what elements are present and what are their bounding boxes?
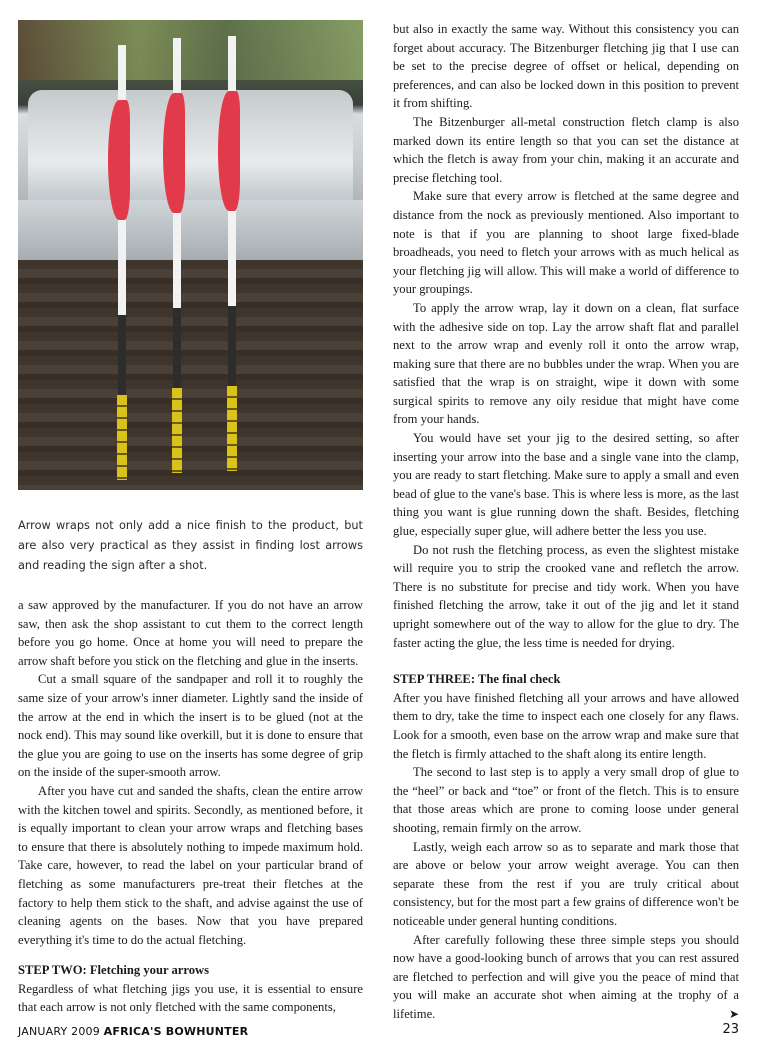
paragraph: Cut a small square of the sandpaper and roll it to roughly the same size of your arrow's inner diameter. Lightly sand the inside of the arrow at the end in which the insert is to be glued (not at the nock end). This may sound like overkill, but it is done to ensure that the glue you are going to use on the inserts has some degree of grip on the inside of the super-smooth arrow. [18, 672, 363, 780]
arrowhead-end-icon: ➤ [728, 1006, 739, 1021]
left-column [18, 20, 363, 1017]
paragraph: You would have set your jig to the desired setting, so after inserting your arrow into the base and a single vane into the clamp, you are ready to start fletching. Make sure to apply a small and even bead of glue to the vane's base. This is where less is more, as the last thing you want is glue running down the shaft. Besides, fletching glue, especially super glue, will adhere better the less you use. [393, 431, 739, 539]
paragraph: The second to last step is to apply a very small drop of glue to the “heel” or back and “toe” or front of the fletch. This is to ensure that those areas which are prone to coming loose under general shooting, remain firmly on the arrow. [393, 765, 739, 835]
page-number: 23 [722, 1022, 739, 1037]
paragraph: After you have cut and sanded the shafts, clean the entire arrow with the kitchen towel and spirits. Secondly, as mentioned before, it is equally important to clean your arrow wraps and fletching bases to ensure that there is absolutely nothing to impede maximum hold. Take care, however, to read the label on your particular brand of fletching as some manufacturers pre-treat their fletches at the factory to help them stick to the shaft, and advise against the use of cleaning agents on the bases. Now that you have prepared everything it's time to do the actual fletching. [18, 783, 363, 947]
paragraph: Lastly, weigh each arrow so as to separate and mark those that are above or below your arrow weight average. You can then separate these from the rest if you are truly critical about consistency, but for the most part a few grains of difference won't be noticeable under general hunting conditions. [393, 839, 739, 928]
left-body-text [18, 596, 363, 1017]
paragraph-final-text: After carefully following these three simple steps you should now have a good-looking bunch of arrows that you can rest assured are fletched to perfection and will give you the peace of mind that you will make an accurate shot when aiming at the trophy of a lifetime. [393, 932, 739, 1021]
footer-magazine-name: AFRICA'S BOWHUNTER [103, 1025, 249, 1038]
paragraph: but also in exactly the same way. Without this consistency you can forget about accuracy. The Bitzenburger fletching jig that I use can be set to the precise degree of offset or helical, depending on preferences, and can also be locked down in this position to prevent it from shifting. [393, 22, 739, 111]
step-three-heading: STEP THREE: The final check [393, 672, 561, 687]
paragraph: Regardless of what fletching jigs you use, it is essential to ensure that each arrow is not only fletched with the same components, [18, 981, 363, 1015]
photo-caption: Arrow wraps not only add a nice finish to the product, but are also very practical as they assist in finding lost arrows and reading the sign after a shot. [18, 519, 363, 572]
footer-publication [18, 1025, 248, 1038]
paragraph-final [393, 931, 739, 1024]
paragraph: After you have finished fletching all your arrows and have allowed them to dry, take the time to inspect each one closely for any flaws. Look for a smooth, even base on the arrow wrap and make sure that the fletch is firmly attached to the shaft along its entire length. [393, 690, 739, 761]
paragraph: a saw approved by the manufacturer. If you do not have an arrow saw, then ask the shop assistant to cut them to the correct length before you go home. Once at home you will need to prepare the arrow shaft before you stick on the fletching and glue in the inserts. [18, 598, 363, 668]
arrows-photo [18, 20, 363, 490]
step-two-heading: STEP TWO: Fletching your arrows [18, 963, 210, 978]
photo-tarp-side [18, 200, 363, 260]
footer-date: JANUARY 2009 [18, 1025, 104, 1038]
paragraph: The Bitzenburger all-metal construction fletch clamp is also marked down its entire length so that you can set the distance at which the fletch is away from your chin, making it an accurate and precise fletching tool. [393, 114, 739, 185]
photo-tarp-top [28, 90, 353, 210]
paragraph: Do not rush the fletching process, as even the slightest mistake will require you to strip the crooked vane and refletch the arrow. There is no substitute for precise and tidy work. When you have finished fletching the arrow, take it out of the jig and let it stand upright somewhere out of the way to allow for the glue to dry. The faster acting the glue, the less time is needed for drying. [393, 542, 739, 650]
right-column [393, 20, 739, 1023]
photo-wooden-target [18, 260, 363, 490]
paragraph: Make sure that every arrow is fletched at the same degree and distance from the nock as previously mentioned. Also important to note is that if you are planning to shoot large fixed-blade broadheads, you need to fletch your arrows with as much helical as your fletching jig will allow. This will make a world of difference to your groupings. [393, 189, 739, 297]
photo-background-foliage [18, 20, 363, 80]
paragraph: To apply the arrow wrap, lay it down on a clean, flat surface with the adhesive side on top. Lay the arrow shaft flat and parallel next to the arrow wrap and evenly roll it onto the arrow wrap, making sure that there are no bubbles under the wrap. When you are satisfied that the wrap is on straight, wipe it down with some surgical spirits to remove any oily residue that might have come from your hands. [393, 300, 739, 427]
